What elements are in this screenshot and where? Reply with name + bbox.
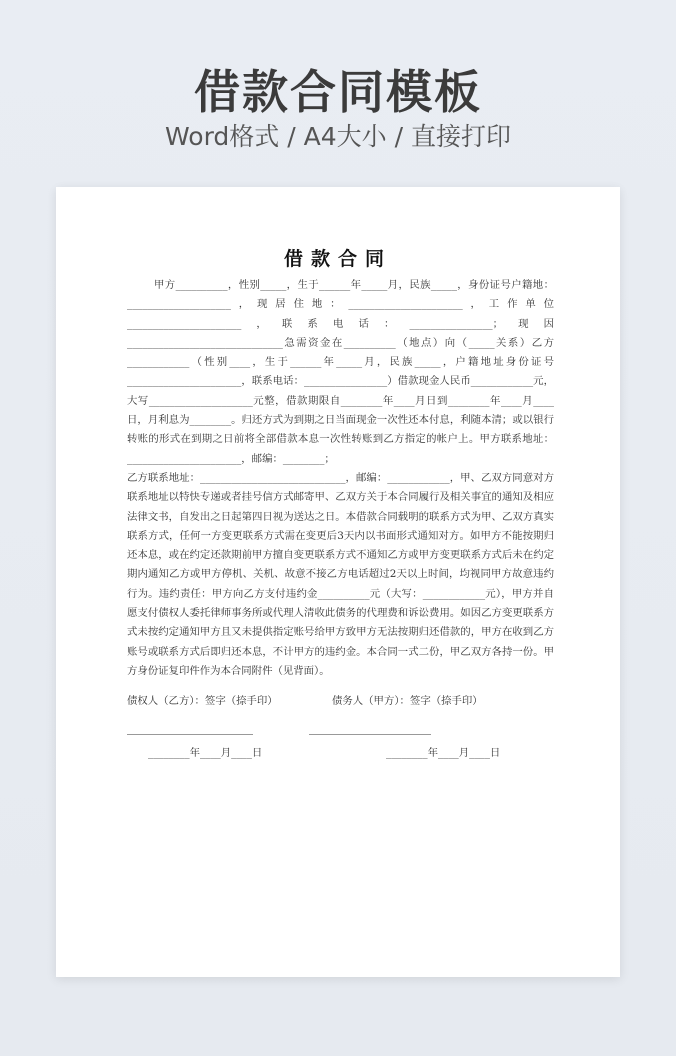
debtor-signature-label: 债务人（甲方）：签字（捺手印） <box>332 695 483 707</box>
creditor-signature-label: 债权人（乙方）：签字（捺手印） <box>127 695 278 707</box>
contract-body <box>127 276 554 681</box>
creditor-signature-line <box>127 734 253 735</box>
contract-paragraph-2: 乙方联系地址：____________________________，邮编：____________，甲、乙双方同意对方联系地址以特快专递或者挂号信方式邮寄甲、乙双方关于本合同履行及相关事宜的通知及相应法律文书，自发出之日起第四日视为送达之日。本借款合同载明的联系方式为甲、乙双方真实联系方式，任何一方变更联系方式需在变更后3天内以书面形式通知对方。如甲方不能按期归还本息，或在约定还款期前甲方擅自变更联系方式不通知乙方或甲方变更联系方式后未在约定期内通知乙方或甲方停机、关机、故意不接乙方电话超过2天以上时间，均视同甲方故意违约行为。违约责任：甲方向乙方支付违约金__________元（大写：____________元），甲方并自愿支付债权人委托律师事务所或代理人清收此债务的代理费和诉讼费用。如因乙方变更联系方式未按约定通知甲方且又未提供指定账号给甲方致甲方无法按期归还借款的，甲方在收到乙方账号或联系方式后即归还本息，不计甲方的违约金。本合同一式二份，甲乙双方各持一份。甲方身份证复印件作为本合同附件（见背面）。 <box>127 471 554 677</box>
document-page <box>56 187 620 977</box>
debtor-date: ________年____月____日 <box>386 747 501 759</box>
page-title: 借款合同模板 <box>194 65 482 119</box>
creditor-date: ________年____月____日 <box>148 747 263 759</box>
page-subtitle: Word格式 / A4大小 / 直接打印 <box>165 122 511 151</box>
debtor-signature-line <box>309 734 431 735</box>
contract-paragraph-1: 甲方__________，性别_____，生于______年_____月，民族_____，身份证号户籍地：____________________，现居住地：______________________，工作单位______________________，联系电话：________________；现因______________________________急需资金在__________（地点）向（_____关系）乙方____________（性别____，生于______年_____月，民族_____，户籍地址身份证号______________________，联系电话：________________）借款现金人民币____________元，大写____________________元整，借款期限自________年____月日到________年____月____日，月利息为________。归还方式为到期之日当面现金一次性还本付息，利随本清；或以银行转账的形式在到期之日前将全部借款本息一次性转账到乙方指定的帐户上。甲方联系地址：______________________，邮编：________； <box>127 279 554 465</box>
contract-title: 借款合同 <box>283 248 392 270</box>
